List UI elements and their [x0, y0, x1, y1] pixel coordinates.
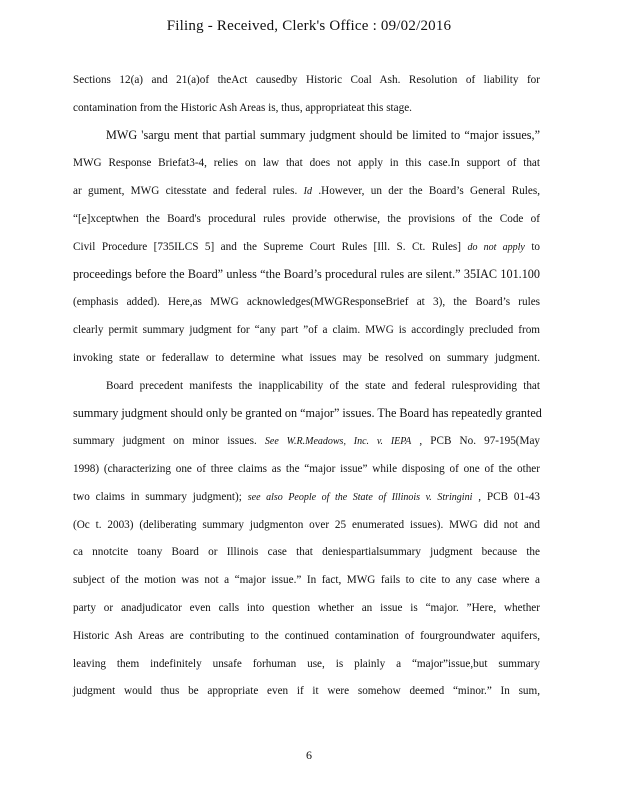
text-line: judgment would thus be appropriate even if it were somehow deemed “minor.” In sum, — [73, 685, 541, 697]
page-number: 6 — [306, 748, 312, 762]
text-line: Board precedent manifests the inapplicability of the state and federal rulesproviding that — [106, 380, 540, 392]
text-line: contamination from the Historic Ash Areas is, thus, appropriateat this stage. — [73, 102, 412, 114]
text-line: two claims in summary judgment); see also People of the State of Illinois v. Stringini , PCB 01-43 — [73, 491, 541, 503]
text-line: leaving them indefinitely unsafe forhuman use, is plainly a “major”issue,but summary — [73, 658, 540, 670]
text-line: Historic Ash Areas are contributing to the continued contamination of fourgroundwater aquifers, — [73, 630, 540, 642]
text-line: invoking state or federallaw to determine what issues may be resolved on summary judgment. — [73, 352, 540, 364]
text-line: (emphasis added). Here,as MWG acknowledges(MWGResponseBrief at 3), the Board’s rules — [73, 296, 541, 308]
text-line: ar gument, MWG citesstate and federal rules. Id .However, un der the Board’s General Rules, — [73, 185, 541, 197]
text-line: subject of the motion was not a “major issue.” In fact, MWG fails to cite to any case where a — [73, 574, 541, 586]
text-line: “[e]xceptwhen the Board's procedural rules provide otherwise, the provisions of the Code of — [73, 213, 540, 225]
text-line: 1998) (characterizing one of three claims as the “major issue” while disposing of one of the other — [73, 463, 540, 475]
text-line: MWG Response Briefat3-4, relies on law that does not apply in this case.In support of that — [73, 157, 540, 169]
text-line: clearly permit summary judgment for “any part ”of a claim. MWG is accordingly precluded from — [73, 324, 540, 336]
text-line: Civil Procedure [735ILCS 5] and the Supreme Court Rules [Ill. S. Ct. Rules] do not apply to — [73, 241, 541, 253]
text-line: (Oc t. 2003) (deliberating summary judgmenton over 25 enumerated issues). MWG did not and — [73, 519, 540, 531]
text-line: summary judgment should only be granted on “major” issues. The Board has repeatedly granted — [73, 406, 542, 420]
text-line: summary judgment on minor issues. See W.R.Meadows, Inc. v. IEPA , PCB No. 97-195(May — [73, 435, 541, 447]
text-line: proceedings before the Board” unless “the Board’s procedural rules are silent.” 35IAC 101.100 — [73, 267, 540, 281]
text-line: Sections 12(a) and 21(a)of theAct causedby Historic Coal Ash. Resolution of liability for — [73, 74, 540, 86]
text-line: party or anadjudicator even calls into question whether an issue is “major. ”Here, whether — [73, 602, 540, 614]
text-line: ca nnotcite toany Board or Illinois case that deniespartialsummary judgment because the — [73, 546, 540, 558]
text-line: MWG 'sargu ment that partial summary judgment should be limited to “major issues,” — [106, 128, 540, 142]
filing-stamp-header: Filing - Received, Clerk's Office : 09/02/2016 — [166, 18, 452, 34]
